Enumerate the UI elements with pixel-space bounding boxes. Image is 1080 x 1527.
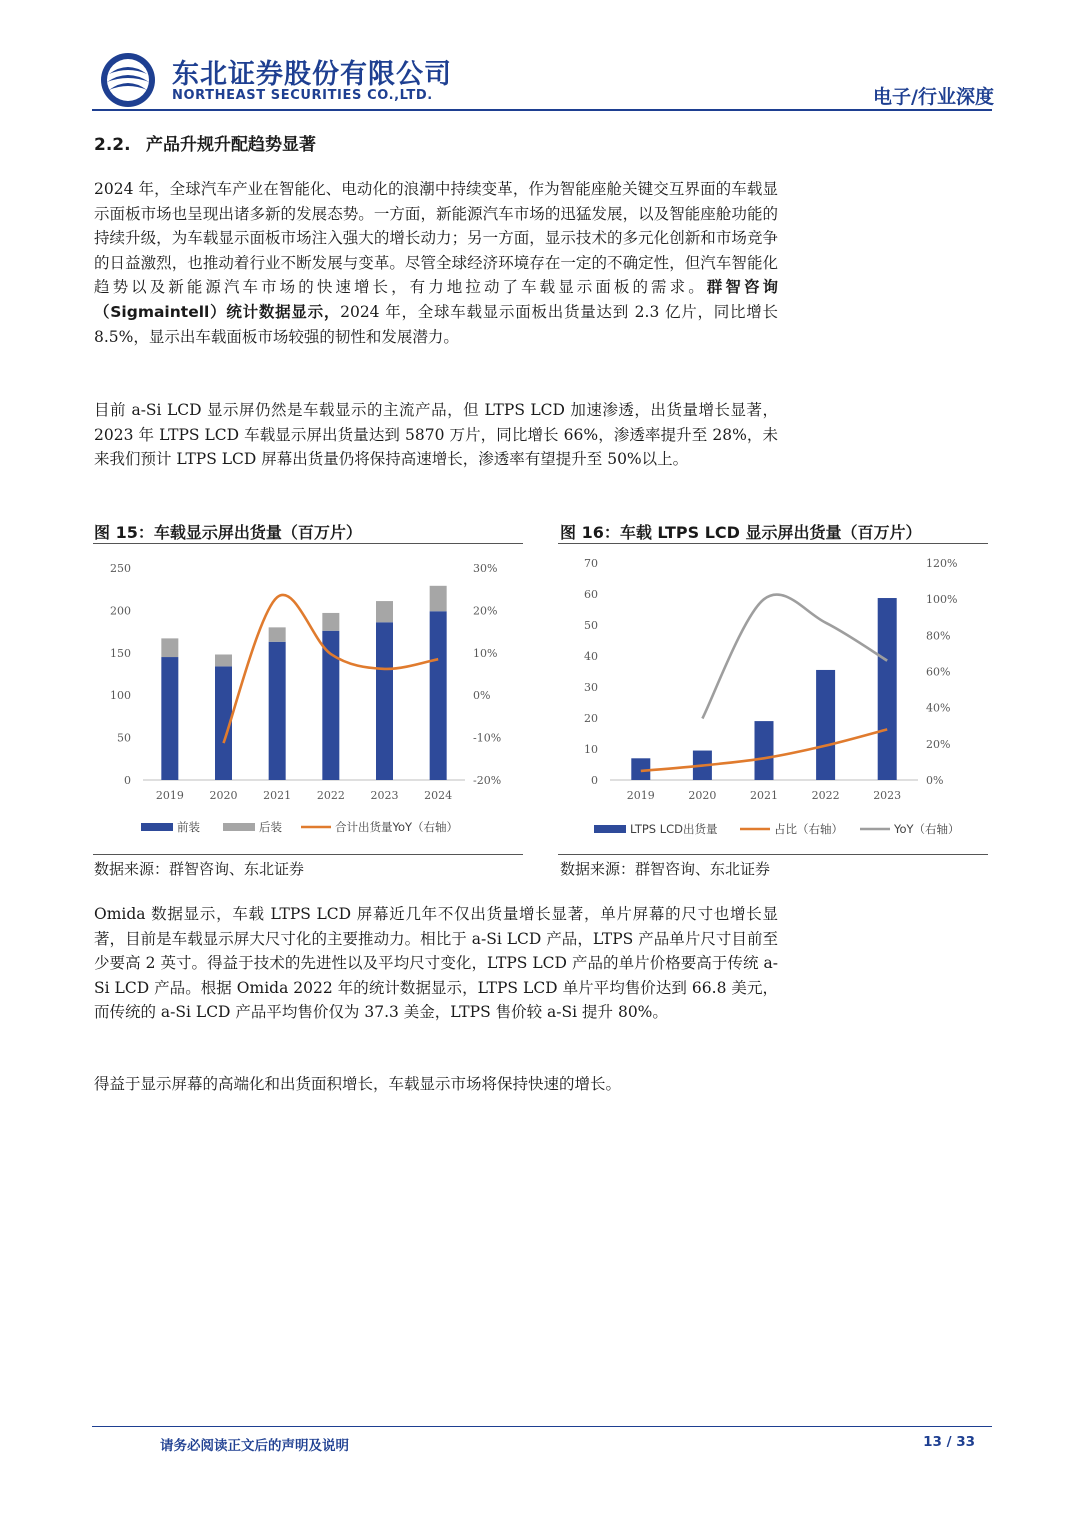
fig15-right-tick-label: 20% [473,604,498,618]
fig15-x-tick-label: 2020 [209,789,238,802]
fig15-right-tick-label: 0% [473,689,491,703]
paragraph-1-text-b: 2024 年，全球车载显示面板出货量达到 2.3 亿片，同比增长 8.5%，显示出车载面板市场较强的韧性和发展潜力。 [94,302,778,346]
fig15-x-tick-label: 2019 [155,789,184,802]
page-number: 13 / 33 [923,1434,975,1450]
fig15-bar--2024 [430,611,447,780]
footer-disclaimer: 请务必阅读正文后的声明及说明 [160,1438,349,1454]
footer-divider [92,1426,992,1427]
fig16-x-tick-label: 2023 [873,789,902,802]
header-divider [92,109,992,111]
fig15-bar--2023 [376,622,393,780]
fig15-bar--2019 [161,638,178,657]
fig16-legend-label-0: LTPS LCD出货量 [630,822,718,836]
fig16-legend-label-1: 占比（右轴） [774,822,843,836]
paragraph-1-text-a: 2024 年，全球汽车产业在智能化、电动化的浪潮中持续变革，作为智能座舱关键交互界面的车载显示面板市场也呈现出诸多新的发展态势。一方面，新能源汽车市场的迅猛发展，以及智能座舱功能的持续升级，为车载显示面板市场注入强大的增长动力；另一方面，显示技术的多元化创新和市场竞争的日益激烈，也推动着行业不断发展与变革。尽管全球经济环境存在一定的不确定性，但汽车智能化趋势以及新能源汽车市场的快速增长，有力地拉动了车载显示面板的需求。 [94,180,778,297]
fig16-right-tick-label: 120% [926,557,958,570]
fig16-right-tick-label: 80% [926,629,951,643]
fig15-bar--2020 [215,654,232,666]
fig15-legend-swatch-0 [141,823,173,831]
fig15-bar--2024 [430,586,447,611]
fig15-legend-label-2: 合计出货量YoY（右轴） [335,820,459,834]
fig15-legend-label-0: 前装 [177,820,200,834]
figure-15-title: 图 15：车载显示屏出货量（百万片） [94,523,362,542]
section-number: 2.2. [94,135,131,155]
fig16-legend-label-2: YoY（右轴） [894,822,960,836]
fig15-bar--2022 [322,613,339,631]
fig16-bar-LTPSLCD-2021 [755,721,774,780]
fig15-left-tick-label: 100 [110,689,131,703]
figure-16-top-rule [558,543,988,544]
fig15-left-tick-label: 200 [110,604,131,618]
fig15-legend-swatch-1 [223,823,255,831]
figure-15-source: 数据来源：群智咨询、东北证券 [94,860,305,878]
fig15-left-tick-label: 50 [117,731,131,745]
fig16-right-tick-label: 100% [926,593,958,607]
fig16-left-tick-label: 10 [584,743,598,756]
fig15-x-tick-label: 2022 [316,789,345,802]
fig16-right-tick-label: 40% [926,701,951,715]
fig15-bar--2023 [376,601,393,622]
fig16-bar-LTPSLCD-2023 [878,598,897,780]
figure-15-bottom-rule [93,854,523,855]
fig15-bar--2019 [161,657,178,780]
company-logo [93,52,163,108]
fig15-right-tick-label: -10% [473,731,502,745]
paragraph-3: Omida 数据显示，车载 LTPS LCD 屏幕近几年不仅出货量增长显著，单片屏幕的尺寸也增长显著，目前是车载显示屏大尺寸化的主要推动力。相比于 a-Si LCD 产品，LTPS 产品单片尺寸目前至少要高 2 英寸。得益于技术的先进性以及平均尺寸变化，LTPS LCD 产品的单片价格要高于传统 a-Si LCD 产品。根据 Omida 2022 年的统计数据显示，LTPS LCD 单片平均售价达到 66.8 美元，而传统的 a-Si LCD 产品平均售价仅为 37.3 美金，LTPS 售价较 a-Si 提升 80%。 [94,905,778,1022]
fig16-x-tick-label: 2021 [750,789,778,802]
fig16-left-tick-label: 0 [591,774,598,787]
fig15-left-tick-label: 0 [124,774,131,787]
fig15-right-tick-label: -20% [473,774,502,787]
fig16-right-tick-label: 0% [926,774,944,787]
section-heading [94,130,316,155]
fig16-left-tick-label: 20 [584,712,598,725]
fig16-left-tick-label: 70 [584,557,598,570]
fig16-line-series-1 [702,594,887,718]
fig16-left-tick-label: 30 [584,681,598,694]
paragraph-2: 目前 a-Si LCD 显示屏仍然是车载显示的主流产品，但 LTPS LCD 加速渗透，出货量增长显著，2023 年 LTPS LCD 车载显示屏出货量达到 5870 万片，同比增长 66%，渗透率提升至 28%，未来我们预计 LTPS LCD 屏幕出货量仍将保持高速增长，渗透率有望提升至 50%以上。 [94,401,778,469]
fig16-x-tick-label: 2022 [811,789,840,802]
company-name-en: NORTHEAST SECURITIES CO.,LTD. [172,88,433,103]
fig15-legend-label-1: 后装 [259,820,282,834]
paragraph-4: 得益于显示屏幕的高端化和出货面积增长，车载显示市场将保持快速的增长。 [94,1075,622,1093]
fig15-bar--2021 [269,627,286,641]
figure-15-top-rule [93,543,523,544]
fig15-left-tick-label: 150 [110,646,131,660]
figure-16-title: 图 16：车载 LTPS LCD 显示屏出货量（百万片） [560,523,922,542]
paragraph-1-bold: 群智咨询（Sigmaintell）统计数据显示， [94,278,778,321]
section-title: 产品升规升配趋势显著 [146,135,316,155]
fig16-left-tick-label: 40 [584,650,598,663]
fig15-bar--2021 [269,642,286,780]
fig15-right-tick-label: 30% [473,562,498,575]
fig15-x-tick-label: 2024 [424,789,453,802]
figure-16-source: 数据来源：群智咨询、东北证券 [560,860,771,878]
fig15-left-tick-label: 250 [110,562,131,575]
fig16-left-tick-label: 60 [584,588,598,601]
figure-15-chart [93,548,525,848]
fig16-right-tick-label: 60% [926,665,951,679]
fig16-x-tick-label: 2019 [626,789,655,802]
fig15-right-tick-label: 10% [473,646,498,660]
fig15-x-tick-label: 2021 [263,789,292,802]
fig15-x-tick-label: 2023 [370,789,399,802]
fig16-left-tick-label: 50 [584,619,598,632]
company-name-cn: 东北证券股份有限公司 [172,59,452,90]
fig16-right-tick-label: 20% [926,737,951,751]
figure-16-chart [558,548,990,848]
report-category: 电子/行业深度 [873,86,994,108]
fig16-x-tick-label: 2020 [688,789,717,802]
fig16-bar-LTPSLCD-2022 [816,670,835,780]
fig16-legend-swatch-0 [594,825,626,833]
figure-16-bottom-rule [558,854,988,855]
paragraph-1 [94,177,778,349]
